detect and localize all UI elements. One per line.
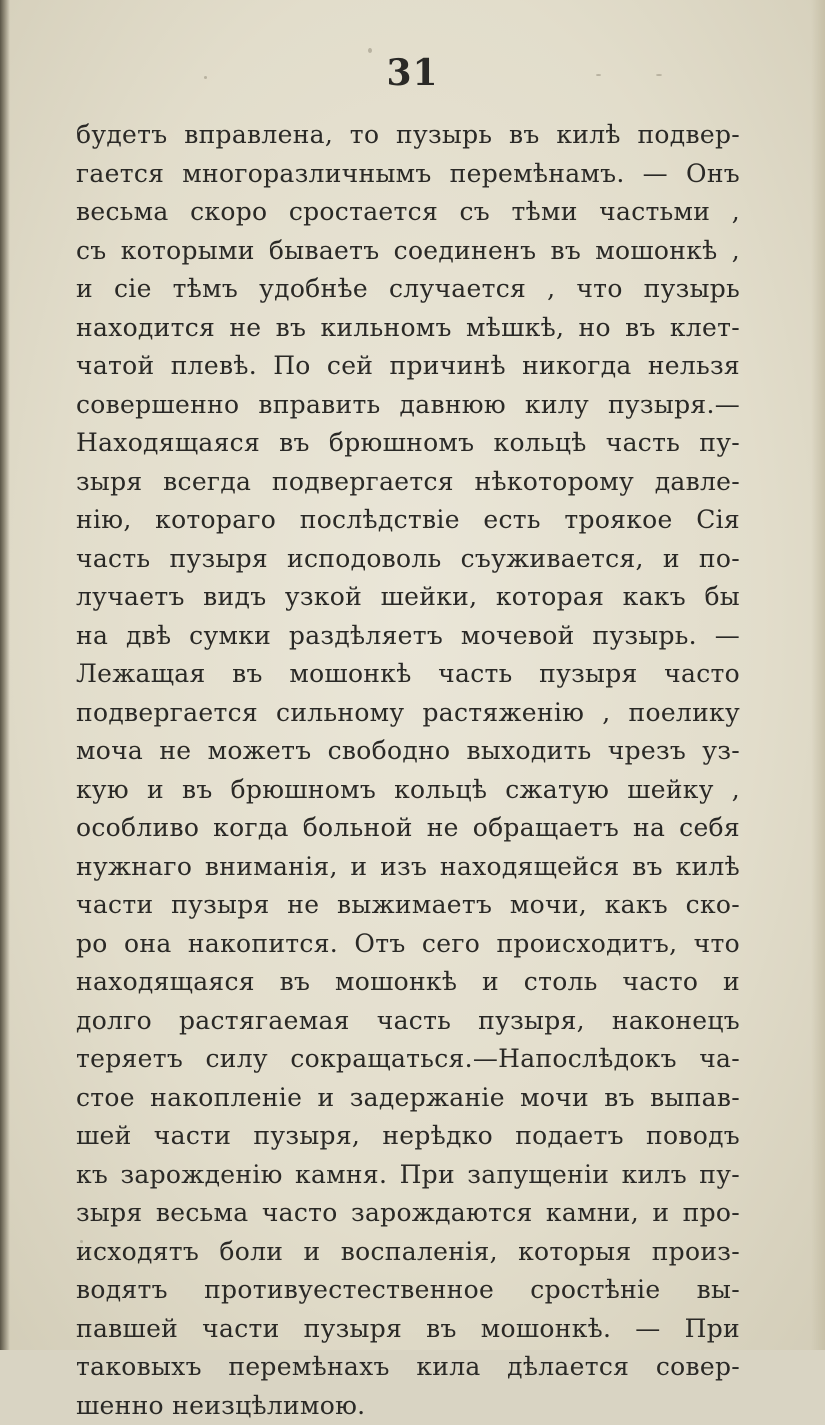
text-line: водятъ противуестественное сростѣніе вы- [76, 1271, 740, 1310]
text-line: нужнаго вниманія, и изъ находящейся въ килѣ [76, 848, 740, 887]
text-line: съ которыми бываетъ соединенъ въ мошонкѣ , [76, 232, 740, 271]
text-line: зыря весьма часто зарождаются камни, и про- [76, 1194, 740, 1233]
text-line: будетъ вправлена, то пузырь въ килѣ подвер- [76, 116, 740, 155]
text-line: находящаяся въ мошонкѣ и столь часто и [76, 963, 740, 1002]
text-line: моча не можетъ свободно выходить чрезъ уз- [76, 732, 740, 771]
text-line: исходятъ боли и воспаленія, которыя произ- [76, 1233, 740, 1272]
text-line: стое накопленіе и задержаніе мочи въ выпав- [76, 1079, 740, 1118]
text-line-last: шенно неизцѣлимою. [76, 1387, 740, 1425]
body-text [76, 116, 740, 1425]
text-line: и сіе тѣмъ удобнѣе случается , что пузырь [76, 270, 740, 309]
text-line: совершенно вправить давнюю килу пузыря.— [76, 386, 740, 425]
text-line: павшей части пузыря въ мошонкѣ. — При [76, 1310, 740, 1349]
text-line: части пузыря не выжимаетъ мочи, какъ ско- [76, 886, 740, 925]
text-line: весьма скоро сростается съ тѣми частьми , [76, 193, 740, 232]
text-line: на двѣ сумки раздѣляетъ мочевой пузырь. — [76, 617, 740, 656]
text-line: шей части пузыря, нерѣдко подаетъ поводъ [76, 1117, 740, 1156]
text-line: таковыхъ перемѣнахъ кила дѣлается совер- [76, 1348, 740, 1387]
text-line: зыря всегда подвергается нѣкоторому давле- [76, 463, 740, 502]
page-number: 31 [0, 52, 825, 94]
text-line: особливо когда больной не обращаетъ на себя [76, 809, 740, 848]
text-line: къ зарожденію камня. При запущеніи килъ пу- [76, 1156, 740, 1195]
text-line: теряетъ силу сокращаться.—Напослѣдокъ ча- [76, 1040, 740, 1079]
text-line: Лежащая въ мошонкѣ часть пузыря часто [76, 655, 740, 694]
text-line: долго растягаемая часть пузыря, наконецъ [76, 1002, 740, 1041]
text-line: подвергается сильному растяженію , поелику [76, 694, 740, 733]
text-line: нію, котораго послѣдствіе есть троякое Сія [76, 501, 740, 540]
page-binding-edge [0, 0, 10, 1350]
text-line: Находящаяся въ брюшномъ кольцѣ часть пу- [76, 424, 740, 463]
text-line: гается многоразличнымъ перемѣнамъ. — Онъ [76, 155, 740, 194]
text-line: находится не въ кильномъ мѣшкѣ, но въ клет- [76, 309, 740, 348]
text-line: лучаетъ видъ узкой шейки, которая какъ бы [76, 578, 740, 617]
text-line: кую и въ брюшномъ кольцѣ сжатую шейку , [76, 771, 740, 810]
text-line: часть пузыря исподоволь съуживается, и по- [76, 540, 740, 579]
text-line: чатой плевѣ. По сей причинѣ никогда нельзя [76, 347, 740, 386]
text-line: ро она накопится. Отъ сего происходитъ, что [76, 925, 740, 964]
page-right-edge [811, 0, 825, 1350]
